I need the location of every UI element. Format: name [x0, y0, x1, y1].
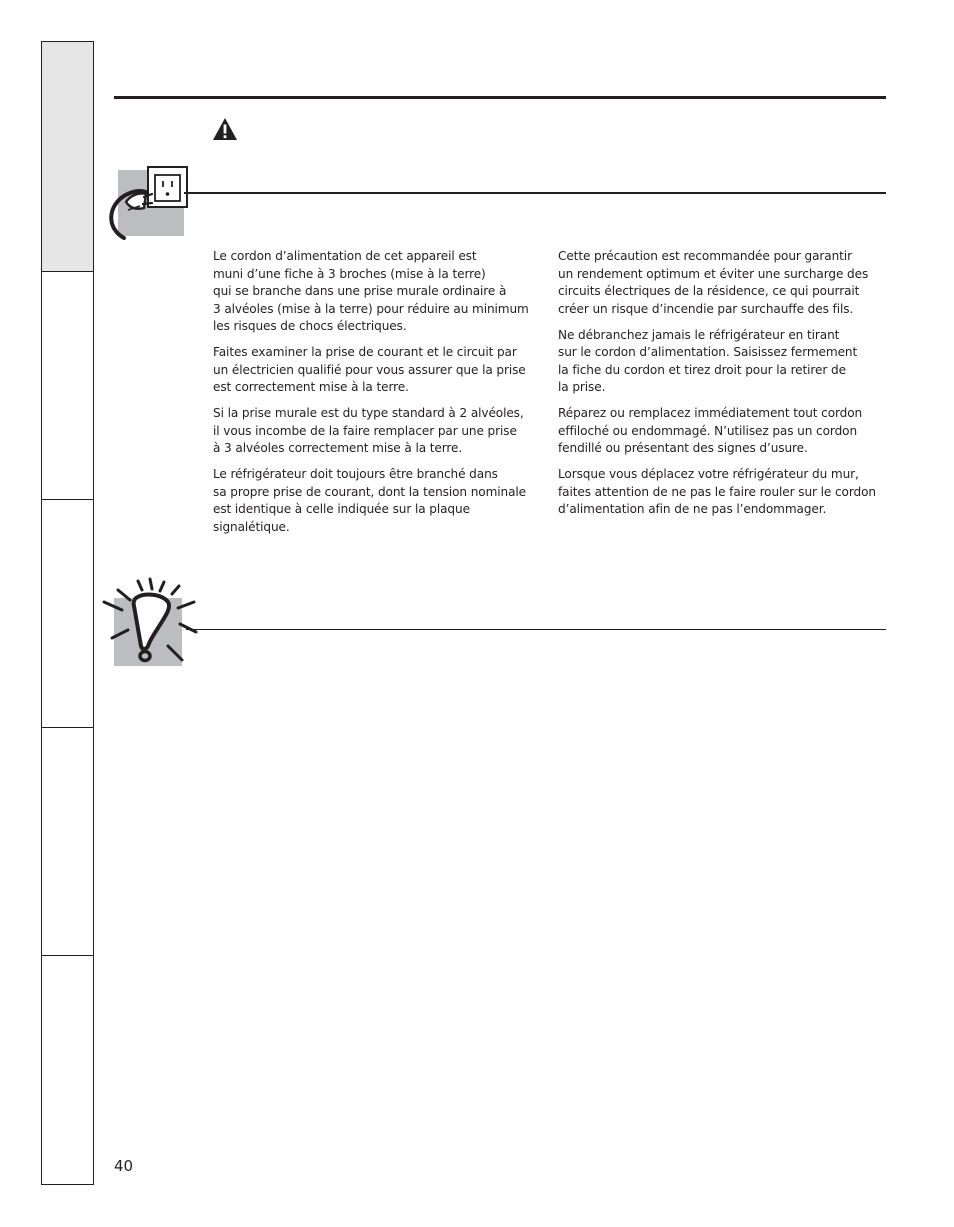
text-column-right	[558, 248, 888, 527]
side-tab-strip	[41, 41, 94, 1185]
side-tab-4[interactable]	[42, 728, 93, 956]
paragraph: Réparez ou remplacez immédiatement tout cordon effiloché ou endommagé. N’utilisez pas un cordon fendillé ou présentant des signes d’usure.	[558, 406, 863, 455]
paragraph: Le réfrigérateur doit toujours être branché dans sa propre prise de courant, dont la tension nominale est identique à celle indiquée sur la plaque signalétique.	[213, 467, 526, 534]
page-number: 40	[114, 1157, 134, 1175]
section-rule-power	[184, 192, 886, 194]
text-column-left	[213, 248, 537, 545]
paragraph: Ne débranchez jamais le réfrigérateur en tirant sur le cordon d’alimentation. Saisissez fermement la fiche du cordon et tirez droit pour la retirer de la prise.	[558, 327, 858, 394]
side-tab-2[interactable]	[42, 272, 93, 500]
exclamation-idea-icon	[100, 576, 200, 668]
section-rule-extension	[186, 629, 886, 630]
paragraph: Cette précaution est recommandée pour garantir un rendement optimum et éviter une surcharge des circuits électriques de la résidence, ce qui pourrait créer un risque d’incendie par surchauffe des fils.	[558, 249, 869, 316]
side-tab-3[interactable]	[42, 500, 93, 728]
plug-outlet-icon	[104, 164, 188, 240]
paragraph: Si la prise murale est du type standard à 2 alvéoles, il vous incombe de la faire remplacer par une prise à 3 alvéoles correctement mise à la terre.	[213, 406, 524, 455]
paragraph: Lorsque vous déplacez votre réfrigérateur du mur, faites attention de ne pas le faire rouler sur le cordon d’alimentation afin de ne pas l’endommager.	[558, 467, 876, 516]
paragraph: Le cordon d’alimentation de cet appareil est muni d’une fiche à 3 broches (mise à la terre) qui se branche dans une prise murale ordinaire à 3 alvéoles (mise à la terre) pour réduire au minimum les risques de chocs électriques.	[213, 249, 529, 333]
paragraph: Faites examiner la prise de courant et le circuit par un électricien qualifié pour vous assurer que la prise est correctement mise à la terre.	[213, 345, 526, 394]
side-tab-5[interactable]	[42, 956, 93, 1184]
side-tab-safety[interactable]	[42, 42, 93, 272]
header-rule	[114, 96, 886, 99]
warning-triangle-icon	[212, 117, 238, 141]
